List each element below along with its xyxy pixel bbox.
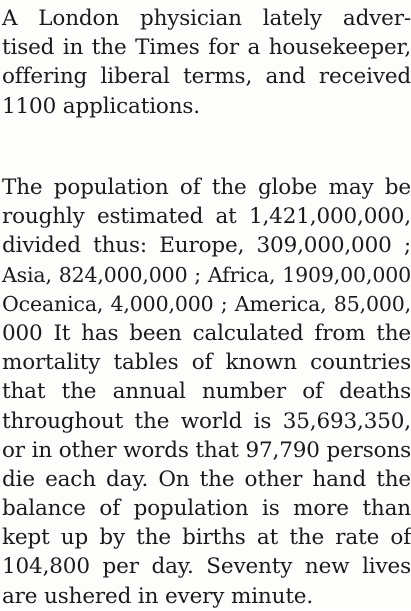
text-line: balance of population is more than bbox=[2, 496, 411, 522]
paragraph-world-population bbox=[0, 173, 411, 611]
text-line: divided thus: Europe, 309,000,000 ; bbox=[2, 233, 411, 259]
text-line: or in other words that 97,790 persons bbox=[2, 437, 411, 463]
text-line: 000 It has been calculated from the bbox=[2, 320, 411, 346]
paragraph-physician-housekeeper bbox=[0, 4, 411, 121]
text-line: tised in the Times for a housekeeper, bbox=[2, 35, 411, 61]
text-line: mortality tables of known countries bbox=[2, 350, 411, 376]
text-line: die each day. On the other hand the bbox=[2, 466, 411, 492]
text-line: Oceanica, 4,000,000 ; America, 85,000, bbox=[2, 291, 411, 316]
text-line: kept up by the births at the rate of bbox=[2, 525, 411, 551]
text-line: roughly estimated at 1,421,000,000, bbox=[2, 204, 411, 230]
text-line: are ushered in every minute. bbox=[2, 583, 314, 609]
text-line: offering liberal terms, and received bbox=[2, 64, 411, 90]
text-line: 1100 applications. bbox=[2, 93, 200, 119]
text-line: A London physician lately adver- bbox=[2, 6, 411, 31]
text-line: Asia, 824,000,000 ; Africa, 1909,00,000 bbox=[2, 262, 411, 287]
text-line: 104,800 per day. Seventy new lives bbox=[2, 554, 411, 580]
text-line: that the annual number of deaths bbox=[2, 379, 411, 405]
text-line: throughout the world is 35,693,350, bbox=[2, 408, 411, 434]
text-line: The population of the globe may be bbox=[2, 175, 411, 200]
